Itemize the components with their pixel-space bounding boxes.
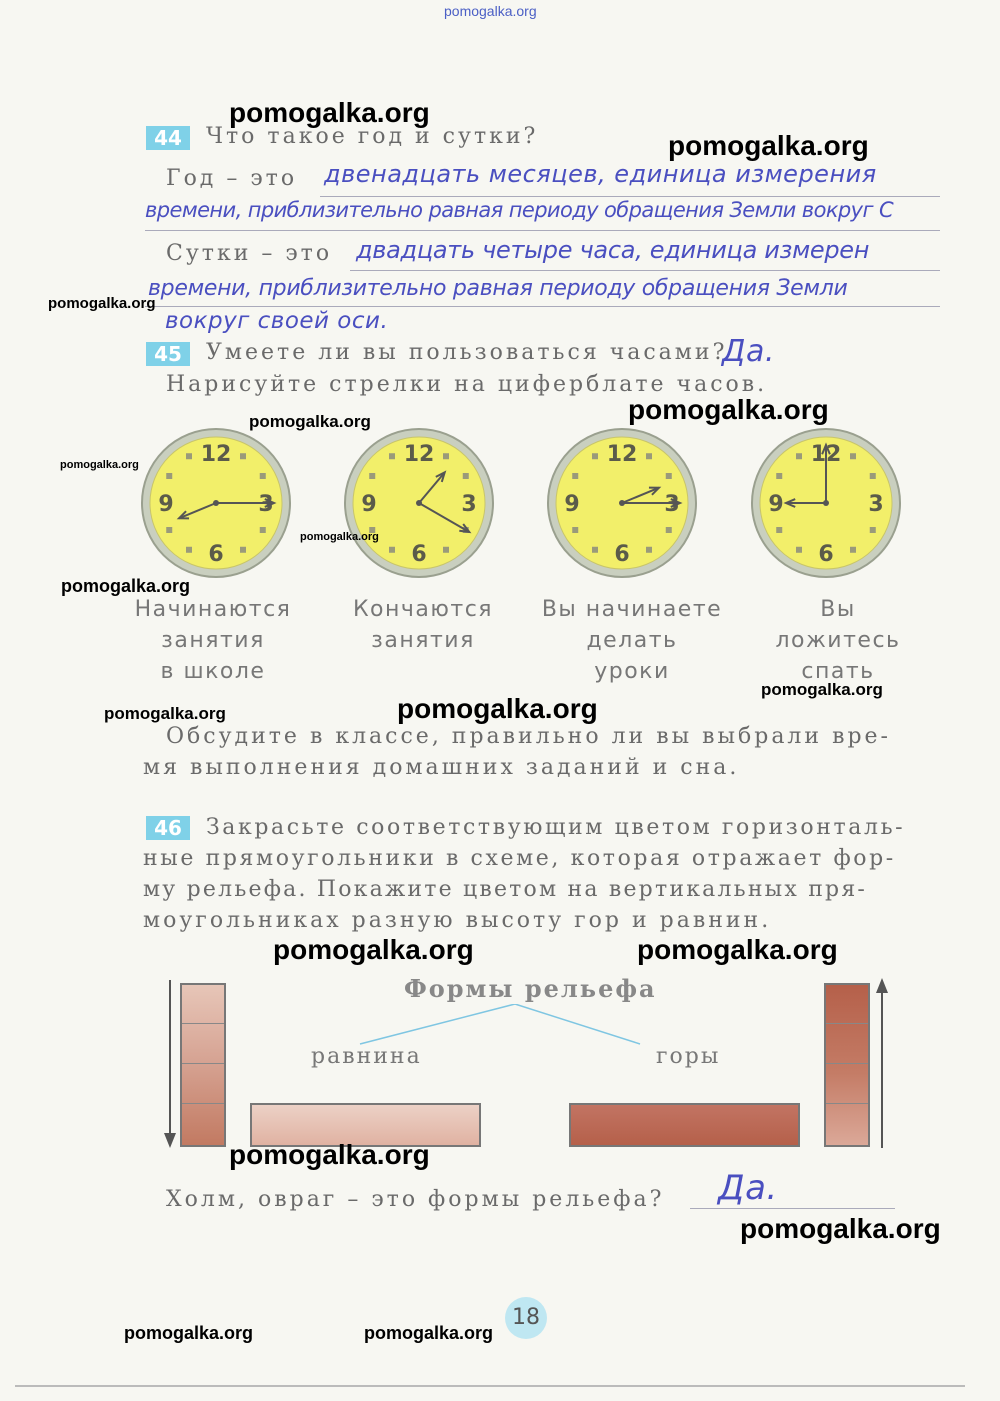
hour-marker <box>666 473 672 479</box>
plain-vertical-rect <box>180 983 226 1147</box>
clock-number: 3 <box>868 492 884 517</box>
watermark: pomogalka.org <box>740 1213 941 1244</box>
task-46-line-1: Закрасьте соответствующим цветом горизонталь- <box>206 815 906 840</box>
clock-number: 3 <box>461 492 477 517</box>
hour-marker <box>443 547 449 553</box>
watermark: pomogalka.org <box>273 934 474 965</box>
task-46-question: Холм, овраг – это формы рельефа? <box>166 1187 665 1212</box>
page-number: 18 <box>505 1297 547 1339</box>
caption-line: занятия <box>371 628 475 653</box>
year-answer-line-2: времени, приблизительно равная периоду обращения Земли вокруг С <box>145 198 894 222</box>
hour-marker <box>870 473 876 479</box>
up-arrow-icon <box>872 978 892 1150</box>
caption-line: Вы <box>820 597 856 622</box>
top-watermark: pomogalka.org <box>444 3 537 19</box>
hour-marker <box>443 453 449 459</box>
clock-number: 9 <box>768 492 784 517</box>
watermark: pomogalka.org <box>104 704 226 723</box>
hour-marker <box>850 453 856 459</box>
caption-clock-3 <box>532 594 732 687</box>
watermark: pomogalka.org <box>60 459 139 471</box>
hour-marker <box>166 527 172 533</box>
hour-marker <box>592 453 598 459</box>
hour-marker <box>776 527 782 533</box>
task-44-question: Что такое год и сутки? <box>206 124 539 149</box>
hour-marker <box>240 547 246 553</box>
day-answer-line-2: времени, приблизительно равная периоду обращения Земли <box>148 276 848 301</box>
clock-number: 3 <box>258 492 274 517</box>
caption-clock-4 <box>738 594 938 687</box>
day-label: Сутки – это <box>166 241 333 266</box>
watermark: pomogalka.org <box>229 97 430 128</box>
caption-line: уроки <box>594 659 670 684</box>
hour-marker <box>186 453 192 459</box>
hour-marker <box>166 473 172 479</box>
day-answer-line-3: вокруг своей оси. <box>165 308 389 334</box>
clock-3 <box>544 425 700 581</box>
task-46-answer: Да. <box>718 1168 778 1208</box>
clock-center <box>416 500 422 506</box>
clock-number: 9 <box>564 492 580 517</box>
task-46-line-2: ные прямоугольники в схеме, которая отражает фор- <box>143 846 896 871</box>
caption-line: делать <box>586 628 678 653</box>
clock-number: 9 <box>158 492 174 517</box>
hour-marker <box>572 527 578 533</box>
clock-number: 6 <box>411 542 427 567</box>
plain-label: равнина <box>311 1044 422 1069</box>
clock-number: 12 <box>200 442 232 467</box>
clock-center <box>619 500 625 506</box>
discuss-line-1: Обсудите в классе, правильно ли вы выбрали вре- <box>166 724 891 749</box>
hour-marker <box>389 453 395 459</box>
day-answer-line-1: двадцать четыре часа, единица измерен <box>356 236 870 264</box>
caption-line: Вы начинаете <box>541 597 723 622</box>
clock-2 <box>341 425 497 581</box>
watermark: pomogalka.org <box>48 295 156 312</box>
answer-line <box>320 196 940 197</box>
down-arrow-icon <box>160 978 180 1150</box>
clock-number: 12 <box>403 442 435 467</box>
year-answer-line-1: двенадцать месяцев, единица измерения <box>324 160 877 188</box>
hour-marker <box>240 453 246 459</box>
clock-number: 9 <box>361 492 377 517</box>
hour-marker <box>572 473 578 479</box>
task-45-question: Умеете ли вы пользоваться часами? <box>206 340 728 365</box>
clock-number: 12 <box>606 442 638 467</box>
hour-marker <box>260 527 266 533</box>
watermark: pomogalka.org <box>229 1139 430 1170</box>
mountains-label: горы <box>656 1044 721 1069</box>
clock-4 <box>748 425 904 581</box>
clock-number: 12 <box>810 442 842 467</box>
answer-line <box>350 270 940 271</box>
task-44-badge: 44 <box>146 126 190 150</box>
watermark: pomogalka.org <box>124 1323 254 1343</box>
hour-marker <box>850 547 856 553</box>
clock-number: 6 <box>208 542 224 567</box>
hour-marker <box>776 473 782 479</box>
watermark: pomogalka.org <box>761 680 883 699</box>
task-45-instruction: Нарисуйте стрелки на циферблате часов. <box>166 372 768 397</box>
task-45-answer: Да. <box>722 334 775 369</box>
hour-marker <box>186 547 192 553</box>
watermark: pomogalka.org <box>300 531 379 543</box>
caption-line: Кончаются <box>352 597 494 622</box>
watermark: pomogalka.org <box>637 934 838 965</box>
mountains-vertical-rect <box>824 983 870 1147</box>
task-46-badge: 46 <box>146 816 190 840</box>
answer-line <box>690 1208 895 1209</box>
hour-marker <box>796 547 802 553</box>
mountains-horizontal-rect <box>569 1103 800 1147</box>
diagram-title: Формы рельефа <box>404 974 657 1003</box>
hour-marker <box>796 453 802 459</box>
year-label: Год – это <box>166 166 298 191</box>
task-46-line-3: му рельефа. Покажите цветом на вертикальных пря- <box>143 877 868 902</box>
caption-line: спать <box>801 659 875 684</box>
hour-marker <box>369 473 375 479</box>
watermark: pomogalka.org <box>61 576 191 596</box>
task-45-badge: 45 <box>146 342 190 366</box>
hour-marker <box>646 453 652 459</box>
task-46-line-4: моугольниках разную высоту гор и равнин. <box>143 908 772 933</box>
discuss-line-2: мя выполнения домашних заданий и сна. <box>143 755 740 780</box>
hour-marker <box>646 547 652 553</box>
hour-marker <box>870 527 876 533</box>
watermark: pomogalka.org <box>668 130 869 161</box>
watermark: pomogalka.org <box>364 1323 494 1343</box>
page-edge <box>15 1385 965 1387</box>
watermark: pomogalka.org <box>249 412 371 431</box>
clock-center <box>823 500 829 506</box>
hour-marker <box>666 527 672 533</box>
clock-number: 3 <box>664 492 680 517</box>
clock-center <box>213 500 219 506</box>
caption-line: Начинаются <box>134 597 292 622</box>
answer-line <box>145 306 940 307</box>
watermark: pomogalka.org <box>397 693 598 724</box>
clock-number: 6 <box>818 542 834 567</box>
caption-line: ложитесь <box>775 628 901 653</box>
hour-marker <box>463 473 469 479</box>
caption-clock-2 <box>323 594 523 656</box>
hour-marker <box>260 473 266 479</box>
answer-line <box>145 230 940 231</box>
watermark: pomogalka.org <box>628 394 829 425</box>
caption-clock-1 <box>113 594 313 687</box>
clock-number: 6 <box>614 542 630 567</box>
clock-1 <box>138 425 294 581</box>
hour-marker <box>592 547 598 553</box>
hour-marker <box>389 547 395 553</box>
caption-line: в школе <box>160 659 266 684</box>
caption-line: занятия <box>161 628 265 653</box>
